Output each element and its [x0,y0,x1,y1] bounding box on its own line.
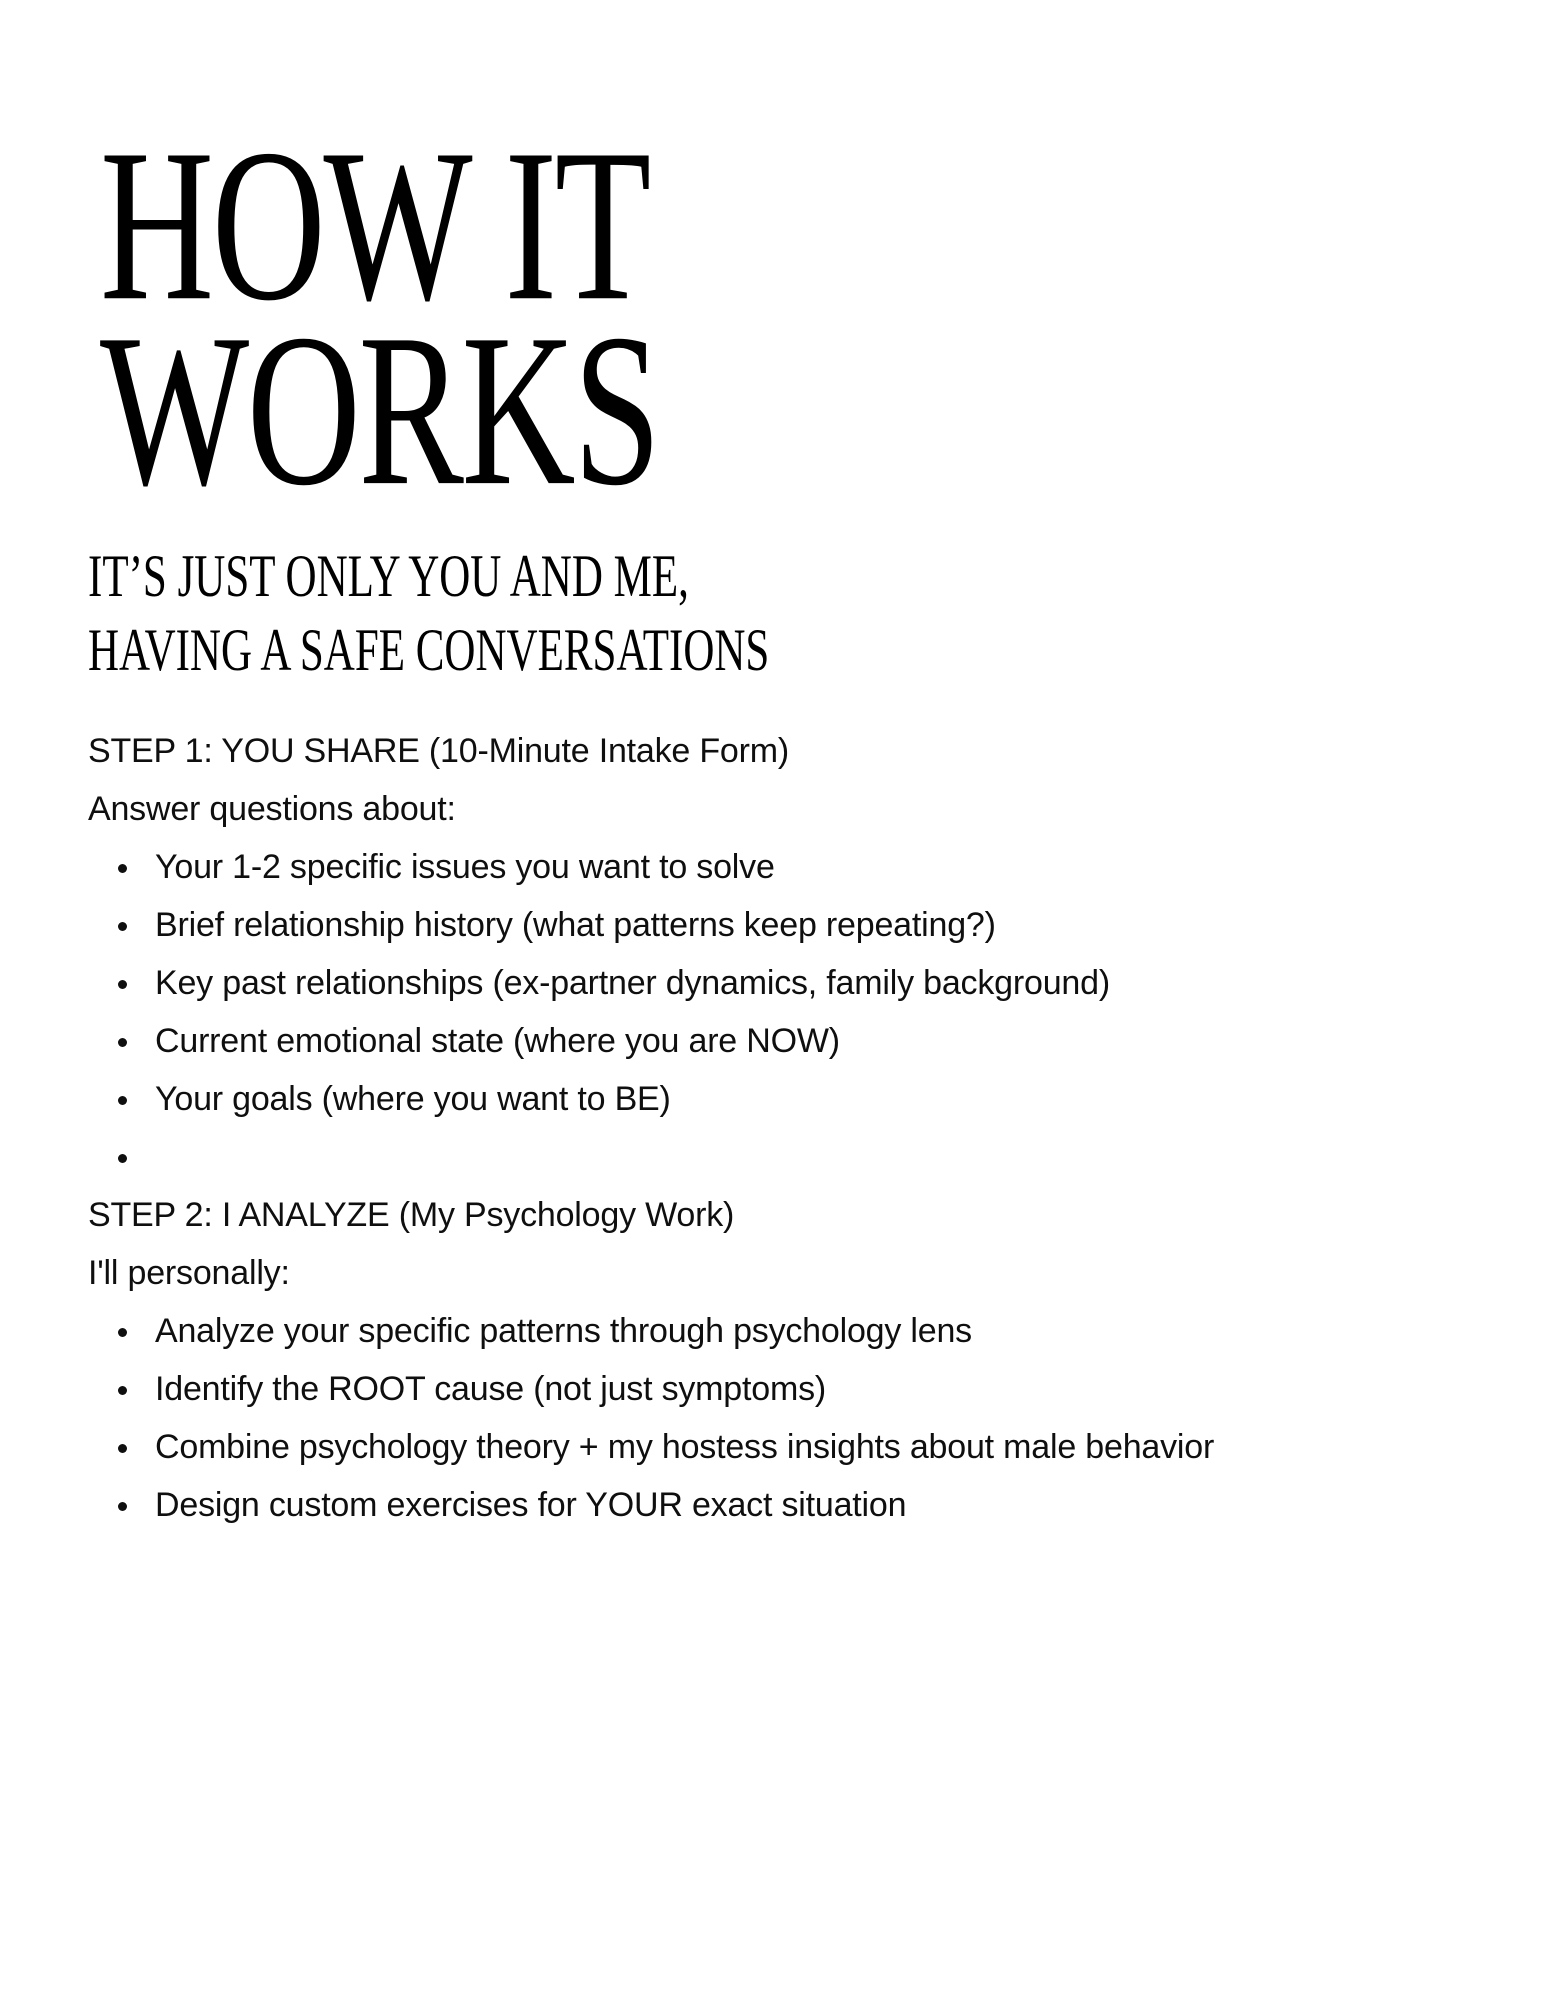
bullet-dot-icon [118,1096,127,1105]
bullet-dot-icon [118,1328,127,1337]
bullet-text: Key past relationships (ex-partner dynamics, family background) [155,964,1110,1002]
body-copy [88,722,1488,1534]
page-subtitle-line1: IT’S JUST ONLY YOU AND ME, [88,544,689,610]
bullet-dot-icon [118,1038,127,1047]
step1-bullet-list [88,838,1488,1186]
list-item [88,838,1488,896]
bullet-dot-icon [118,1154,127,1163]
bullet-text: Design custom exercises for YOUR exact situation [155,1486,907,1524]
step1-intro: Answer questions about: [88,790,456,828]
list-item [88,954,1488,1012]
page-title-line2: WORKS [100,289,659,532]
step1-heading: STEP 1: YOU SHARE (10-Minute Intake Form) [88,732,790,770]
bullet-dot-icon [118,980,127,989]
bullet-text: Analyze your specific patterns through psychology lens [155,1312,972,1350]
list-item [88,1070,1488,1128]
bullet-dot-icon [118,1502,127,1511]
bullet-text: Identify the ROOT cause (not just symptoms) [155,1370,827,1408]
list-item [88,1476,1488,1534]
list-item [88,896,1488,954]
step2-bullet-list [88,1302,1488,1534]
list-item [88,1302,1488,1360]
page-subtitle [88,540,769,688]
bullet-dot-icon [118,1444,127,1453]
page-title-line1: HOW IT [100,105,649,347]
page-title [100,105,659,532]
step2-intro: I'll personally: [88,1254,290,1292]
bullet-text: Combine psychology theory + my hostess insights about male behavior [155,1428,1215,1466]
list-item [88,1012,1488,1070]
page-subtitle-line2: HAVING A SAFE CONVERSATIONS [88,618,770,685]
bullet-text: Your goals (where you want to BE) [155,1080,671,1118]
list-item [88,1128,1488,1186]
bullet-text: Current emotional state (where you are NOW) [155,1022,840,1060]
bullet-text: Brief relationship history (what patterns keep repeating?) [155,906,996,944]
bullet-dot-icon [118,922,127,931]
list-item [88,1360,1488,1418]
bullet-dot-icon [118,864,127,873]
list-item [88,1418,1488,1476]
step2-heading: STEP 2: I ANALYZE (My Psychology Work) [88,1196,735,1234]
bullet-dot-icon [118,1386,127,1395]
bullet-text: Your 1-2 specific issues you want to solve [155,848,775,886]
